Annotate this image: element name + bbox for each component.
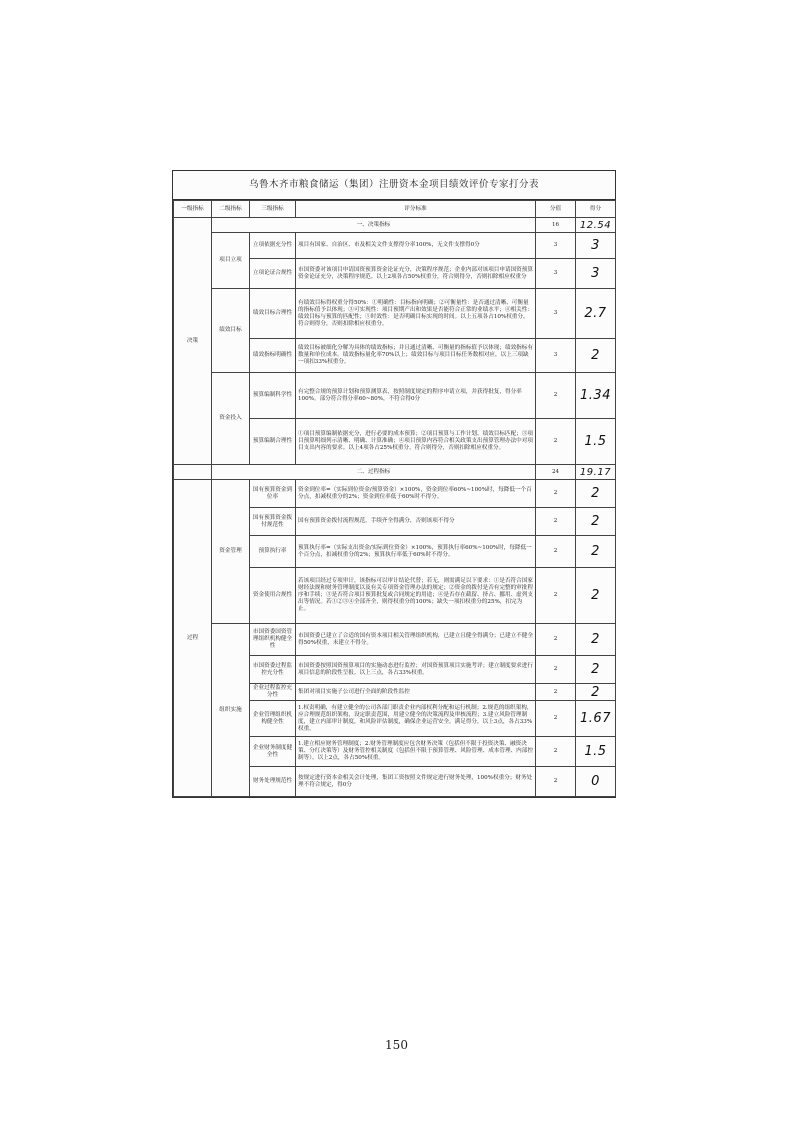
- score-cell: 2: [576, 339, 616, 373]
- max-cell: 2: [536, 737, 576, 767]
- section-label: 一、决策指标: [212, 218, 536, 233]
- blank-cell: [174, 465, 212, 480]
- criteria-cell: 资金到位率=（实际到位资金/预算资金）×100%，资金到位率60%~100%时，每降低一个百分点，扣减权重分的2%；资金到位率低于60%时不得分。: [296, 480, 536, 508]
- max-cell: 2: [536, 656, 576, 684]
- max-cell: 2: [536, 536, 576, 568]
- criteria-cell: 预算执行率=（实际支出资金/实际到位资金）×100%，预算执行率60%~100%时，每降低一个百分点，扣减权重分的2%；预算执行率低于60%时不得分。: [296, 536, 536, 568]
- level2-project: 项目立项: [212, 233, 250, 289]
- max-cell: 3: [536, 289, 576, 339]
- criteria-cell: 1.建立相应财务管理制度；2.财务管理制度应包含财务决策（包括但不限于投资决策、融资决策、分红决策等）及财务管控相关制度（包括但不限于预算管理、风险管理、成本管理、内部控制等）。以上2点，各占50%权重。: [296, 737, 536, 767]
- max-cell: 3: [536, 259, 576, 289]
- criteria-cell: 按规定进行资本金相关会计处理，集团工资按照文件规定进行财务处理，100%权重分；财务处理不符合规定，得0分: [296, 767, 536, 797]
- header-level1: 一级指标: [174, 201, 212, 218]
- max-cell: 2: [536, 701, 576, 737]
- section-label: 二、过程指标: [212, 465, 536, 480]
- header-max-score: 分值: [536, 201, 576, 218]
- max-cell: 2: [536, 684, 576, 701]
- score-table: [173, 200, 616, 797]
- level3-cell: 资金使用合规性: [250, 568, 296, 624]
- score-cell: 0: [576, 767, 616, 797]
- section-row: [174, 218, 616, 233]
- max-cell: 2: [536, 624, 576, 656]
- score-cell: 2: [576, 656, 616, 684]
- score-cell: 3: [576, 259, 616, 289]
- score-cell: 2: [576, 508, 616, 536]
- criteria-cell: 绩效目标被细化分解为具体的绩效指标；并且通过清晰、可衡量的指标值予以体现；绩效指标有数量和单位成本。绩效指标量化率70%以上；绩效目标与项目目标任务数相对应，以上三项缺一项扣33%权重分。: [296, 339, 536, 373]
- level1-process: 过程: [174, 480, 212, 797]
- level3-cell: 企业管理组织机构健全性: [250, 701, 296, 737]
- max-cell: 2: [536, 508, 576, 536]
- table-row: [174, 624, 616, 656]
- level3-cell: 财务处理规范性: [250, 767, 296, 797]
- table-row: [174, 480, 616, 508]
- level3-cell: 国有预算资金到位率: [250, 480, 296, 508]
- page-number: 150: [385, 1038, 408, 1052]
- level2-fund-input: 资金投入: [212, 373, 250, 465]
- section-score: 19.17: [576, 465, 616, 480]
- header-row: [174, 201, 616, 218]
- level3-cell: 预算执行率: [250, 536, 296, 568]
- level3-cell: 国有预算资金拨付规范性: [250, 508, 296, 536]
- level3-cell: 立项依据充分性: [250, 233, 296, 259]
- level2-goal: 绩效目标: [212, 289, 250, 373]
- level3-cell: 绩效指标明确性: [250, 339, 296, 373]
- score-cell: 2: [576, 568, 616, 624]
- header-score: 得分: [576, 201, 616, 218]
- score-cell: 2: [576, 480, 616, 508]
- max-cell: 3: [536, 233, 576, 259]
- score-cell: 3: [576, 233, 616, 259]
- criteria-cell: 有完整合规的预算计划和预算测算表，按照制度规定的程序申请立项，并获得批复，得分率100%。部分符合得分率60~80%，不符合得0分: [296, 373, 536, 419]
- level2-org: 组织实施: [212, 624, 250, 797]
- level2-fund-mgmt: 资金管理: [212, 480, 250, 624]
- score-cell: 1.67: [576, 701, 616, 737]
- criteria-cell: 市国资委对该项目申请国资预算资金论证充分，决策程序规范；企业内部对该项目申请国资预算资金论证充分，决策程序规范。以上2项各占50%权重分，符合则得分，否则扣除相应权重分: [296, 259, 536, 289]
- level1-decision: 决策: [174, 218, 212, 465]
- section-score: 12.54: [576, 218, 616, 233]
- level3-cell: 企业财务制度健全性: [250, 737, 296, 767]
- section-max: 16: [536, 218, 576, 233]
- header-level3: 三级指标: [250, 201, 296, 218]
- max-cell: 2: [536, 419, 576, 465]
- score-cell: 2: [576, 624, 616, 656]
- max-cell: 2: [536, 373, 576, 419]
- criteria-cell: 若该项目经过专项审计，该指标可以审计结论代替；若无，则需满足以下要求：①是否符合国家财经法规和财务管理制度以及有关专项资金管理办法的规定；②资金的拨付是否有完整的审批程序和手续；③是否符合项目预算批复或合同规定的用途；④是否存在截留、挤占、挪用、虚列支出等情况。若①②③④全部齐全，则得权重分的100%；缺失一项扣权重分的25%，扣完为止。: [296, 568, 536, 624]
- level3-cell: 立项论证合规性: [250, 259, 296, 289]
- level3-cell: 绩效目标合理性: [250, 289, 296, 339]
- score-cell: 2.7: [576, 289, 616, 339]
- header-criteria: 评分标准: [296, 201, 536, 218]
- score-cell: 1.34: [576, 373, 616, 419]
- section-max: 24: [536, 465, 576, 480]
- criteria-cell: 1.权责明确，有建立健全的公司各部门职责企业内部权利分配和运行机制；2.规范的组织架构，应合理规范组织架构，设定职责范围，用建立健全的决策流程及审核流程；3.建立风险管理制度，建立内部审计制度，和风险评估制度，确保企业运营安全。满足得分，以上3点，各占33%权重。: [296, 701, 536, 737]
- max-cell: 2: [536, 767, 576, 797]
- table-row: [174, 373, 616, 419]
- table-title: 乌鲁木齐市粮食储运（集团）注册资本金项目绩效评价专家打分表: [173, 171, 615, 200]
- criteria-cell: 项目有国家、自治区、市及相关文件支撑得分率100%，无文件支撑得0分: [296, 233, 536, 259]
- table-row: [174, 233, 616, 259]
- max-cell: 2: [536, 568, 576, 624]
- criteria-cell: 集团对项目实施子公司进行全面的阶段性监控: [296, 684, 536, 701]
- level3-cell: 预算编制科学性: [250, 373, 296, 419]
- score-cell: 1.5: [576, 419, 616, 465]
- criteria-cell: 市国资委按照国资预算项目的实施动态进行监控；对国资预算项目实施考评；建立制度要求进行项目信息的阶段性呈报。以上三点，各占33%权重。: [296, 656, 536, 684]
- criteria-cell: 市国资委已建立了合适的国有资本项目相关管理组织机构，已建立且健全得满分；已建立不健全得50%权重，未建立不得分。: [296, 624, 536, 656]
- criteria-cell: 国有预算资金拨付流程规范，手续齐全得满分，否则该项不得分: [296, 508, 536, 536]
- max-cell: 3: [536, 339, 576, 373]
- score-cell: 1.5: [576, 737, 616, 767]
- table-row: [174, 289, 616, 339]
- level3-cell: 企业过程监控充分性: [250, 684, 296, 701]
- max-cell: 2: [536, 480, 576, 508]
- score-cell: 2: [576, 536, 616, 568]
- score-cell: 2: [576, 684, 616, 701]
- header-level2: 二级指标: [212, 201, 250, 218]
- level3-cell: 市国资委国资管理组织机构健全性: [250, 624, 296, 656]
- level3-cell: 预算编制合理性: [250, 419, 296, 465]
- criteria-cell: ①项目预算编制依据充分，进行必要的成本预算；②项目预算与工作计划、绩效目标匹配；③项目预算明细列示清晰、明确、计算准确；④项目预算内容符合相关政策支出预算管理办法中对项目支出内容的要求。以上4项各占25%权重分，符合则得分，否则扣除相应权重分。: [296, 419, 536, 465]
- level3-cell: 市国资委过程监控充分性: [250, 656, 296, 684]
- score-sheet: [172, 170, 616, 798]
- section-row: [174, 465, 616, 480]
- criteria-cell: 有绩效目标得权重分得50%：①明确性：目标指向明确；②可衡量性：是否通过清晰、可衡量的指标值予以体现；③可实现性：项目预期产出和效果是否能符合正常的业绩水平；④相关性：绩效目标与预算的匹配性；⑤时效性：是否明确目标实现的时间。以上五项各占10%权重分，符合则得分，否则扣除相应权重分。: [296, 289, 536, 339]
